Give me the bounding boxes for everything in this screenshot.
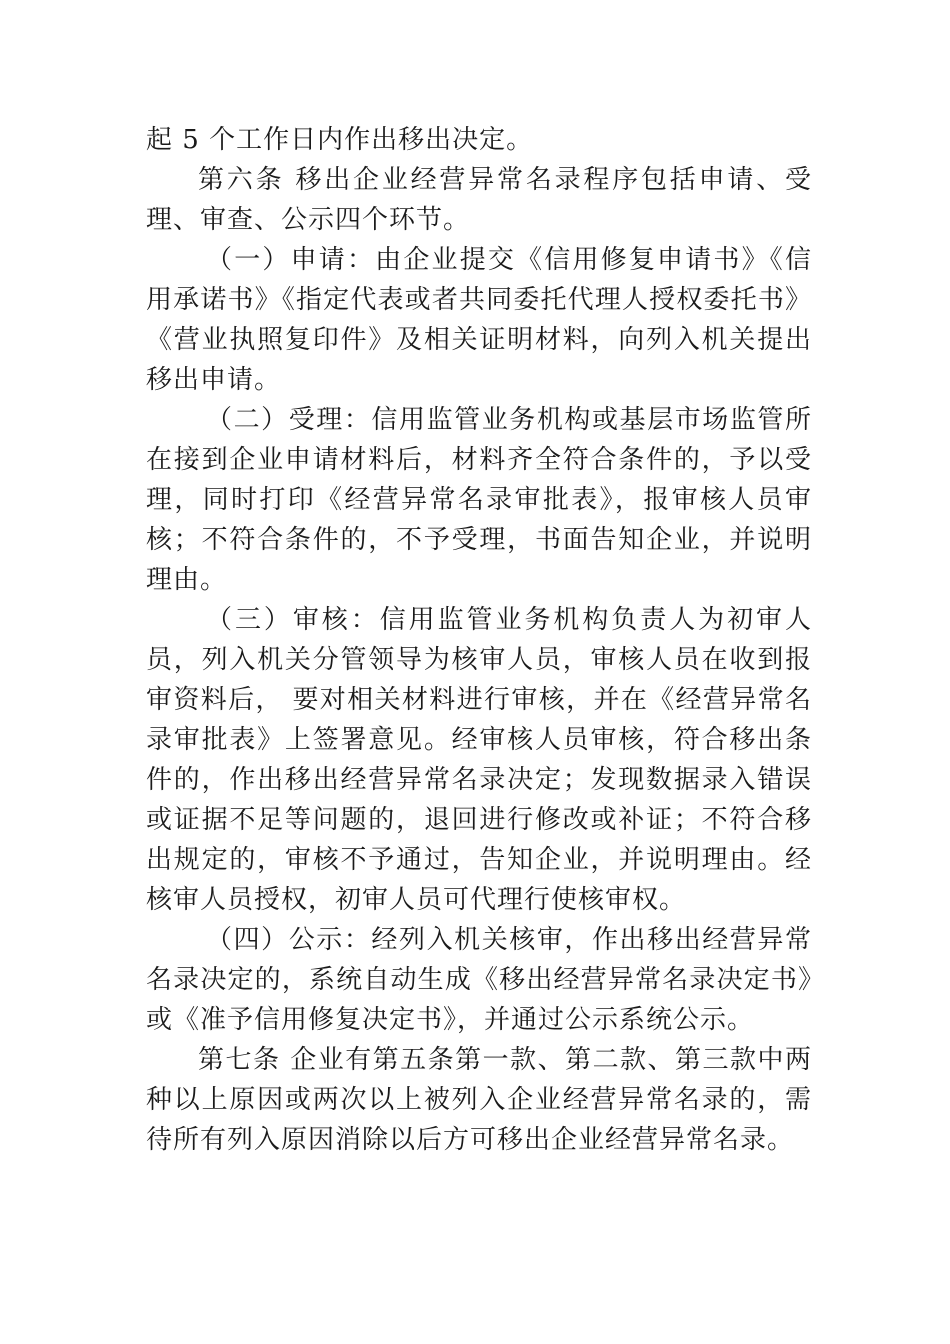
- paragraph-step-apply: （一）申请：由企业提交《信用修复申请书》《信用承诺书》《指定代表或者共同委托代理人授权委托书》《营业执照复印件》及相关证明材料，向列入机关提出移出申请。: [146, 245, 812, 395]
- document-body: [146, 120, 812, 1160]
- paragraph-step-review: （三）审核：信用监管业务机构负责人为初审人员，列入机关分管领导为核审人员，审核人员在收到报审资料后， 要对相关材料进行审核，并在《经营异常名录审批表》上签署意见。经审核人员审核，符合移出条件的，作出移出经营异常名录决定；发现数据录入错误或证据不足等问题的，退回进行修改或补证；不符合移出规定的，审核不予通过，告知企业，并说明理由。经核审人员授权，初审人员可代理行使核审权。: [146, 605, 812, 915]
- paragraph-article-6: 第六条 移出企业经营异常名录程序包括申请、受理、审查、公示四个环节。: [146, 165, 812, 235]
- paragraph-article-7: 第七条 企业有第五条第一款、第二款、第三款中两种以上原因或两次以上被列入企业经营异常名录的，需待所有列入原因消除以后方可移出企业经营异常名录。: [146, 1045, 812, 1155]
- paragraph-continuation: 起 5 个工作日内作出移出决定。: [146, 125, 534, 155]
- paragraph-step-publicize: （四）公示：经列入机关核审，作出移出经营异常名录决定的，系统自动生成《移出经营异常名录决定书》或《准予信用修复决定书》，并通过公示系统公示。: [146, 925, 812, 1035]
- paragraph-step-accept: （二）受理：信用监管业务机构或基层市场监管所在接到企业申请材料后，材料齐全符合条件的，予以受理，同时打印《经营异常名录审批表》，报审核人员审核；不符合条件的，不予受理，书面告知企业，并说明理由。: [146, 405, 812, 595]
